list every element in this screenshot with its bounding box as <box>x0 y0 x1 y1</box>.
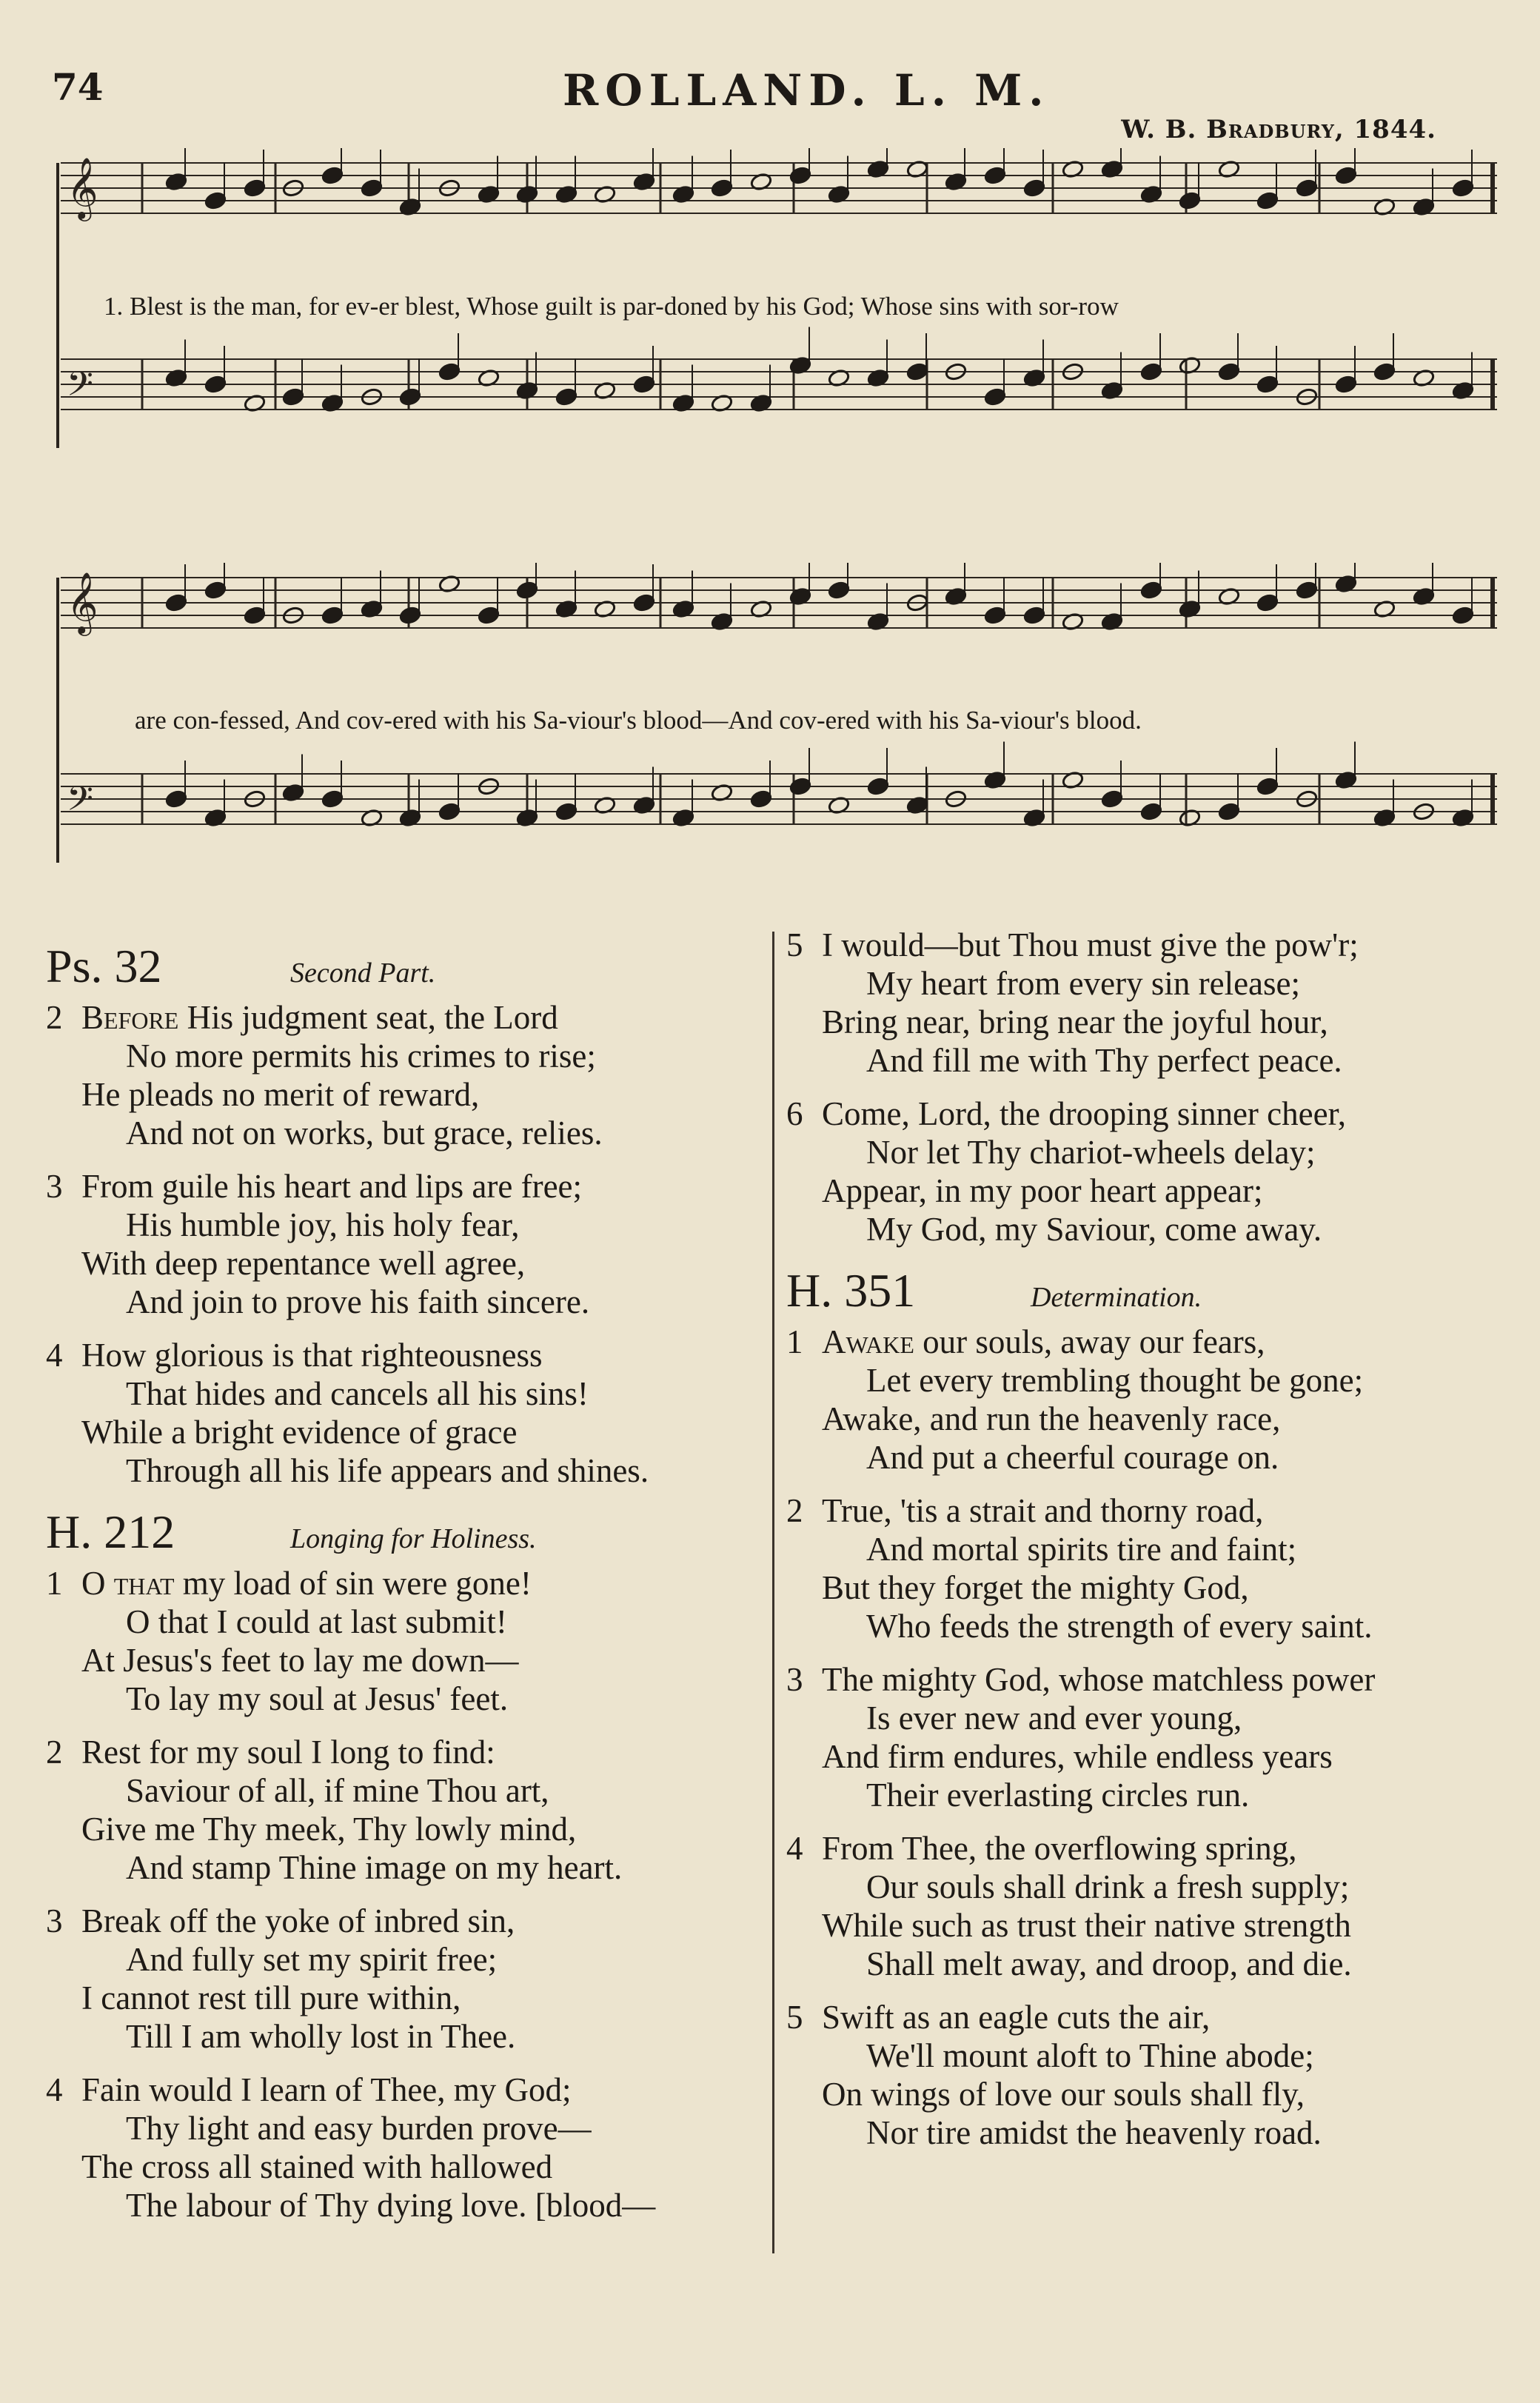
verse-line <box>786 1699 1512 1737</box>
note-head <box>867 777 890 796</box>
verse-line <box>46 998 768 1037</box>
stanza-number: 5 <box>786 926 803 963</box>
verse-line <box>786 2075 1512 2113</box>
verse-line <box>46 2017 768 2056</box>
note-head <box>984 606 1007 625</box>
note-head <box>1373 362 1396 381</box>
note-head <box>1140 802 1163 821</box>
verse-text: Thy light and easy burden prove— <box>126 2110 592 2147</box>
right-column <box>786 926 1512 2167</box>
stanza-number: 6 <box>786 1095 803 1132</box>
verse-text: That hides and cancels all his sins! <box>126 1375 589 1412</box>
page-number: 74 <box>52 65 104 109</box>
verse-line <box>46 1114 768 1152</box>
verse-text: On wings of love our souls shall fly, <box>822 2076 1305 2113</box>
stanza-number: 1 <box>786 1323 803 1360</box>
note-head <box>984 166 1007 185</box>
verse-text: our souls, away our fears, <box>923 1323 1265 1360</box>
verse-text: And stamp Thine image on my heart. <box>126 1849 623 1886</box>
verse-line <box>786 1568 1512 1607</box>
verse-line <box>46 2071 768 2109</box>
note-head <box>165 789 188 809</box>
note-head <box>1296 581 1319 600</box>
verse-text: No more permits his crimes to rise; <box>126 1037 596 1075</box>
note-head <box>516 581 539 600</box>
verse-text: Shall melt away, and droop, and die. <box>866 1945 1352 1982</box>
verse-text: His humble joy, his holy fear, <box>126 1206 520 1243</box>
stanza-number: 2 <box>46 1734 63 1771</box>
note-head <box>361 178 384 198</box>
verse-text: And fully set my spirit free; <box>126 1941 498 1978</box>
note-head <box>555 387 578 407</box>
stanza-first-word: Before <box>81 999 179 1036</box>
treble-clef-icon: 𝄞 <box>67 570 98 633</box>
note-head <box>1335 375 1358 394</box>
verse-text: From Thee, the overflowing spring, <box>822 1830 1297 1867</box>
note-head <box>321 606 344 625</box>
stanza <box>46 998 768 1152</box>
verse-text: Saviour of all, if mine Thou art, <box>126 1772 549 1809</box>
verse-text: Bring near, bring near the joyful hour, <box>822 1003 1328 1040</box>
stanza <box>786 1829 1512 1983</box>
verse-line <box>46 1075 768 1114</box>
stanza-first-word: Awake <box>822 1323 914 1360</box>
note-head <box>204 191 227 210</box>
tune-title: ROLLAND. L. M. <box>563 65 1051 116</box>
verse-text: And not on works, but grace, relies. <box>126 1114 603 1152</box>
verse-text: Through all his life appears and shines. <box>126 1452 649 1489</box>
note-head <box>1023 606 1046 625</box>
note-head <box>1335 166 1358 185</box>
verse-line <box>46 1336 768 1374</box>
verse-text: At Jesus's feet to lay me down— <box>81 1642 519 1679</box>
treble-clef-icon: 𝄞 <box>67 156 98 218</box>
note-head <box>438 802 461 821</box>
verse-line <box>46 2109 768 2148</box>
note-head <box>165 593 188 612</box>
hymn-number: Ps. 32 <box>46 940 162 992</box>
verse-line <box>786 1323 1512 1361</box>
bass-clef-icon: 𝄢 <box>67 364 94 412</box>
verse-line <box>786 1133 1512 1172</box>
verse-line <box>46 1733 768 1771</box>
verse-line <box>46 1244 768 1283</box>
note-head <box>1101 789 1124 809</box>
verse-text: Is ever new and ever young, <box>866 1700 1242 1737</box>
verse-text: Awake, and run the heavenly race, <box>822 1400 1281 1437</box>
note-head <box>478 606 500 625</box>
note-head <box>1023 178 1046 198</box>
verse-line <box>46 1374 768 1413</box>
stanza <box>46 1902 768 2056</box>
verse-text: He pleads no merit of reward, <box>81 1076 480 1113</box>
verse-line <box>46 1167 768 1206</box>
left-column <box>46 926 768 2239</box>
verse-text: Swift as an eagle cuts the air, <box>822 1999 1211 2036</box>
verse-text: From guile his heart and lips are free; <box>81 1168 583 1205</box>
verse-text: Our souls shall drink a fresh supply; <box>866 1868 1350 1905</box>
hymn-subject: Longing for Holiness. <box>290 1523 537 1554</box>
note-head <box>244 178 267 198</box>
verse-text: But they forget the mighty God, <box>822 1569 1249 1606</box>
verse-text: We'll mount aloft to Thine abode; <box>866 2037 1314 2074</box>
verse-text: Their everlasting circles run. <box>866 1777 1250 1814</box>
note-head <box>204 375 227 394</box>
verse-line <box>46 2148 768 2186</box>
verse-line <box>786 1172 1512 1210</box>
note-head <box>1256 191 1279 210</box>
stanza <box>46 2071 768 2225</box>
note-head <box>1218 362 1241 381</box>
verse-line <box>46 1283 768 1321</box>
verse-text: Nor tire amidst the heavenly road. <box>866 2114 1322 2151</box>
note-head <box>789 777 812 796</box>
lyrics-line-2: are con-fessed, And cov-ered with his Sa-viour's blood—And cov-ered with his Sa-viour's blood. <box>135 706 1142 735</box>
verse-line <box>786 1906 1512 1945</box>
stanza-number: 5 <box>786 1999 803 2036</box>
stanza-number: 1 <box>46 1565 63 1602</box>
verse-text: Let every trembling thought be gone; <box>866 1362 1364 1399</box>
music-system-1 <box>53 148 1504 496</box>
verse-line <box>46 1602 768 1641</box>
verse-text: Fain would I learn of Thee, my God; <box>81 2071 572 2108</box>
verse-text: While such as trust their native strength <box>822 1907 1351 1944</box>
note-head <box>1140 362 1163 381</box>
note-head <box>711 178 734 198</box>
verse-line <box>786 1361 1512 1400</box>
note-head <box>984 387 1007 407</box>
verse-line <box>786 1210 1512 1249</box>
stanza <box>786 1094 1512 1249</box>
verse-line <box>786 1094 1512 1133</box>
verse-text: And join to prove his faith sincere. <box>126 1283 590 1320</box>
verse-line <box>786 1868 1512 1906</box>
note-head <box>750 789 773 809</box>
note-head <box>438 362 461 381</box>
verse-text: The mighty God, whose matchless power <box>822 1661 1376 1698</box>
verse-line <box>786 1998 1512 2036</box>
verse-text: Who feeds the strength of every saint. <box>866 1608 1373 1645</box>
stanza-number: 4 <box>786 1830 803 1867</box>
note-head <box>321 166 344 185</box>
note-head <box>399 606 422 625</box>
stanza <box>786 926 1512 1080</box>
hymn-subject: Second Part. <box>290 957 436 989</box>
note-head <box>1140 581 1163 600</box>
stanza <box>786 1998 1512 2152</box>
note-head <box>828 581 851 600</box>
bass-clef-icon: 𝄢 <box>67 778 94 827</box>
verse-text: With deep repentance well agree, <box>81 1245 526 1282</box>
verse-text: Nor let Thy chariot-wheels delay; <box>866 1134 1316 1171</box>
verse-line <box>46 1902 768 1940</box>
verse-line <box>786 1530 1512 1568</box>
stanza <box>46 1336 768 1490</box>
verse-text: How glorious is that righteousness <box>81 1337 543 1374</box>
music-system-2 <box>53 563 1504 911</box>
note-head <box>282 387 305 407</box>
note-head <box>1218 802 1241 821</box>
note-head <box>1256 777 1279 796</box>
verse-text: My heart from every sin release; <box>866 965 1301 1002</box>
stanza <box>46 1733 768 1887</box>
stanza <box>46 1564 768 1718</box>
verse-line <box>786 2113 1512 2152</box>
verse-line <box>786 2036 1512 2075</box>
stanza-number: 2 <box>46 999 63 1036</box>
hymn-number: H. 351 <box>786 1264 916 1317</box>
note-head <box>244 606 267 625</box>
note-head <box>1256 593 1279 612</box>
verse-text: The labour of Thy dying love. [blood— <box>126 2187 656 2224</box>
stanza-number: 3 <box>46 1168 63 1205</box>
verse-text: Come, Lord, the drooping sinner cheer, <box>822 1095 1347 1132</box>
note-head <box>789 166 812 185</box>
note-head <box>399 387 422 407</box>
verse-line <box>46 1413 768 1451</box>
stanza-number: 3 <box>786 1661 803 1698</box>
verse-line <box>786 1491 1512 1530</box>
score-system-1 <box>53 148 1504 496</box>
verse-line <box>786 1737 1512 1776</box>
verse-text: And firm endures, while endless years <box>822 1738 1333 1775</box>
lyrics-line-1: 1. Blest is the man, for ev-er blest, Whose guilt is par-doned by his God; Whose sins with sor-row <box>104 292 1119 321</box>
hymn-heading <box>46 1505 768 1560</box>
verse-text: To lay my soul at Jesus' feet. <box>126 1680 509 1717</box>
verse-line <box>46 1641 768 1680</box>
verse-line <box>786 1438 1512 1477</box>
verse-text: I cannot rest till pure within, <box>81 1979 461 2016</box>
hymn-heading <box>786 1263 1512 1318</box>
verse-text: While a bright evidence of grace <box>81 1414 518 1451</box>
stanza <box>786 1323 1512 1477</box>
verse-text: Till I am wholly lost in Thee. <box>126 2018 516 2055</box>
verse-line <box>786 1041 1512 1080</box>
note-head <box>906 362 929 381</box>
stanza-number: 2 <box>786 1492 803 1529</box>
note-head <box>321 789 344 809</box>
stanza-number: 4 <box>46 1337 63 1374</box>
verse-line <box>46 1810 768 1848</box>
verse-text: His judgment seat, the Lord <box>187 999 558 1036</box>
verse-line <box>786 926 1512 964</box>
note-head <box>1296 178 1319 198</box>
verse-text: Appear, in my poor heart appear; <box>822 1172 1263 1209</box>
note-head <box>633 593 656 612</box>
verse-line <box>786 1829 1512 1868</box>
verse-text: I would—but Thou must give the pow'r; <box>822 926 1359 963</box>
hymn-subject: Determination. <box>1031 1282 1202 1313</box>
verse-line <box>786 964 1512 1003</box>
composer-credit: W. B. Bradbury, 1844. <box>1121 115 1436 144</box>
stanza-number: 4 <box>46 2071 63 2108</box>
verse-line <box>46 1771 768 1810</box>
note-head <box>1452 178 1475 198</box>
verse-line <box>46 1564 768 1602</box>
verse-line <box>786 1607 1512 1645</box>
stanza-number: 3 <box>46 1902 63 1939</box>
score-system-2 <box>53 563 1504 911</box>
stanza-first-word: O that <box>81 1565 175 1602</box>
note-head <box>555 802 578 821</box>
hymn-number: H. 212 <box>46 1505 175 1558</box>
verse-line <box>46 1848 768 1887</box>
verse-line <box>46 2186 768 2225</box>
note-head <box>633 375 656 394</box>
stanza <box>46 1167 768 1321</box>
verse-line <box>46 1206 768 1244</box>
verse-text: And fill me with Thy perfect peace. <box>866 1042 1342 1079</box>
verse-text: Break off the yoke of inbred sin, <box>81 1902 515 1939</box>
note-head <box>1452 606 1475 625</box>
verse-line <box>786 1945 1512 1983</box>
verse-text: My God, my Saviour, come away. <box>866 1211 1322 1248</box>
note-head <box>1179 191 1202 210</box>
verse-text: Give me Thy meek, Thy lowly mind, <box>81 1811 577 1848</box>
hymn-heading <box>46 939 768 994</box>
verse-text: my load of sin were gone! <box>182 1565 532 1602</box>
verse-text: True, 'tis a strait and thorny road, <box>822 1492 1264 1529</box>
stanza <box>786 1660 1512 1814</box>
verse-line <box>46 1940 768 1979</box>
stanza <box>786 1491 1512 1645</box>
column-divider <box>772 932 774 2253</box>
verse-line <box>786 1660 1512 1699</box>
verse-line <box>46 1979 768 2017</box>
verse-line <box>46 1037 768 1075</box>
verse-line <box>786 1400 1512 1438</box>
verse-line <box>786 1776 1512 1814</box>
verse-text: And mortal spirits tire and faint; <box>866 1531 1297 1568</box>
verse-text: The cross all stained with hallowed <box>81 2148 553 2185</box>
note-head <box>204 581 227 600</box>
verse-text: O that I could at last submit! <box>126 1603 507 1640</box>
note-head <box>1256 375 1279 394</box>
verse-line <box>46 1451 768 1490</box>
verse-text: And put a cheerful courage on. <box>866 1439 1279 1476</box>
verse-line <box>786 1003 1512 1041</box>
verse-line <box>46 1680 768 1718</box>
verse-text: Rest for my soul I long to find: <box>81 1734 495 1771</box>
